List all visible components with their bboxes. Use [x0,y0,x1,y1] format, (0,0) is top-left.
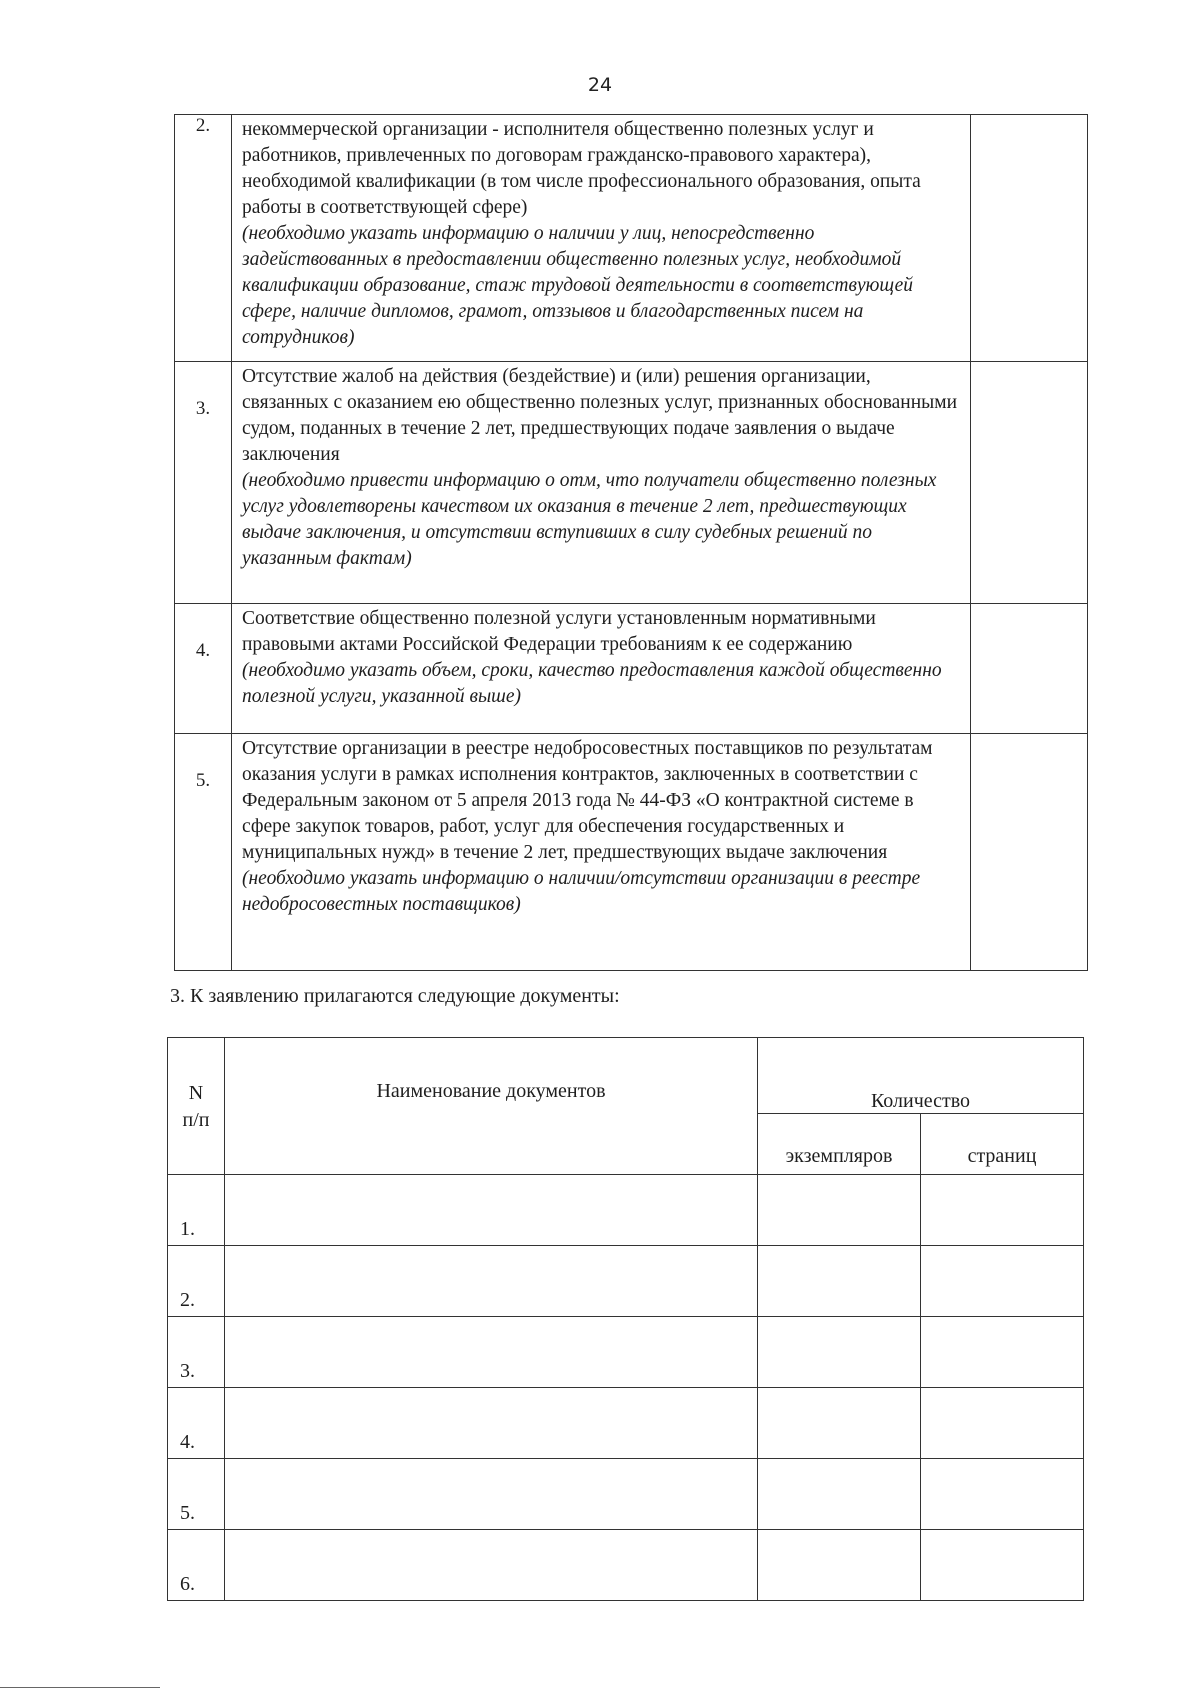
document-row-number: 1. [168,1175,225,1246]
criteria-text: Соответствие общественно полезной услуги установленным нормативными правовыми актами Российской Федерации требованиям к ее содержанию [242,608,876,655]
header-number-symbol: N [188,1082,204,1104]
header-number-abbr: п/п [182,1109,210,1131]
header-copies: экземпляров [758,1114,921,1175]
document-copies-cell[interactable] [758,1530,921,1601]
document-name-cell[interactable] [225,1317,758,1388]
criteria-row [175,362,1088,604]
criteria-row-text-cell [232,604,971,734]
section-heading: 3. К заявлению прилагаются следующие документы: [170,985,620,1007]
document-row-number: 4. [168,1388,225,1459]
criteria-row [175,604,1088,734]
document-copies-cell[interactable] [758,1388,921,1459]
criteria-row-number-cell [175,604,232,734]
criteria-value-cell[interactable] [971,362,1088,604]
criteria-row-number: 4. [195,640,211,661]
criteria-row-number: 5. [195,770,211,791]
documents-table [167,1037,1084,1601]
criteria-text: некоммерческой организации - исполнителя общественно полезных услуг и работников, привлеченных по договорам гражданско-правового характера), необходимой квалификации (в том числе профессионального образования, опыта работы в соответствующей сфере) [242,119,921,218]
document-row [168,1175,1084,1246]
footnote-divider [0,1687,160,1688]
documents-header-row [168,1038,1084,1114]
document-copies-cell[interactable] [758,1175,921,1246]
criteria-note: (необходимо указать информацию о наличии/отсутствии организации в реестре недобросовестных поставщиков) [242,868,921,915]
page-number: 24 [587,74,613,96]
criteria-value-cell[interactable] [971,115,1088,362]
criteria-row-number-cell [175,362,232,604]
criteria-table [174,114,1088,971]
criteria-row [175,734,1088,971]
document-name-cell[interactable] [225,1530,758,1601]
criteria-note: (необходимо указать информацию о наличии у лиц, непосредственно задействованных в предоставлении общественно полезных услуг, необходимой квалификации образование, стаж трудовой деятельности в соответствующей сфере, наличие дипломов, грамот, отззывов и благодарственных писем на сотрудников) [242,223,913,348]
criteria-note: (необходимо привести информацию о отм, что получатели общественно полезных услуг удовлетворены качеством их оказания в течение 2 лет, предшествующих выдаче заключения, и отсутствии вступивших в силу судебных решений по указанным фактам) [242,470,937,569]
criteria-row-number-cell [175,115,232,362]
document-pages-cell[interactable] [921,1459,1084,1530]
document-name-cell[interactable] [225,1459,758,1530]
document-row [168,1388,1084,1459]
header-document-name: Наименование документов [225,1038,758,1175]
document-pages-cell[interactable] [921,1317,1084,1388]
criteria-row-number-cell [175,734,232,971]
criteria-note: (необходимо указать объем, сроки, качество предоставления каждой общественно полезной услуги, указанной выше) [242,660,942,707]
document-row-number: 6. [168,1530,225,1601]
criteria-row-number: 3. [195,398,211,419]
document-row-number: 2. [168,1246,225,1317]
document-name-cell[interactable] [225,1246,758,1317]
document-name-cell[interactable] [225,1388,758,1459]
document-copies-cell[interactable] [758,1246,921,1317]
document-row-number: 3. [168,1317,225,1388]
document-row [168,1459,1084,1530]
document-row [168,1317,1084,1388]
criteria-text: Отсутствие организации в реестре недобросовестных поставщиков по результатам оказания услуги в рамках исполнения контрактов, заключенных в соответствии с Федеральным законом от 5 апреля 2013 года № 44-ФЗ «О контрактной системе в сфере закупок товаров, работ, услуг для обеспечения государственных и муниципальных нужд» в течение 2 лет, предшествующих выдаче заключения [242,738,933,863]
criteria-row-text-cell [232,115,971,362]
criteria-row-text-cell [232,734,971,971]
document-copies-cell[interactable] [758,1459,921,1530]
document-pages-cell[interactable] [921,1175,1084,1246]
document-row [168,1246,1084,1317]
document-pages-cell[interactable] [921,1388,1084,1459]
criteria-value-cell[interactable] [971,734,1088,971]
document-copies-cell[interactable] [758,1317,921,1388]
document-row-number: 5. [168,1459,225,1530]
document-row [168,1530,1084,1601]
criteria-row-number: 2. [195,115,211,136]
criteria-row [175,115,1088,362]
header-quantity: Количество [758,1038,1084,1114]
document-name-cell[interactable] [225,1175,758,1246]
header-number-cell [168,1038,225,1175]
document-pages-cell[interactable] [921,1530,1084,1601]
header-pages: страниц [921,1114,1084,1175]
criteria-value-cell[interactable] [971,604,1088,734]
document-pages-cell[interactable] [921,1246,1084,1317]
criteria-text: Отсутствие жалоб на действия (бездействие) и (или) решения организации, связанных с оказанием ею общественно полезных услуг, признанных обоснованными судом, поданных в течение 2 лет, предшествующих подаче заявления о выдаче заключения [242,366,958,465]
criteria-row-text-cell [232,362,971,604]
